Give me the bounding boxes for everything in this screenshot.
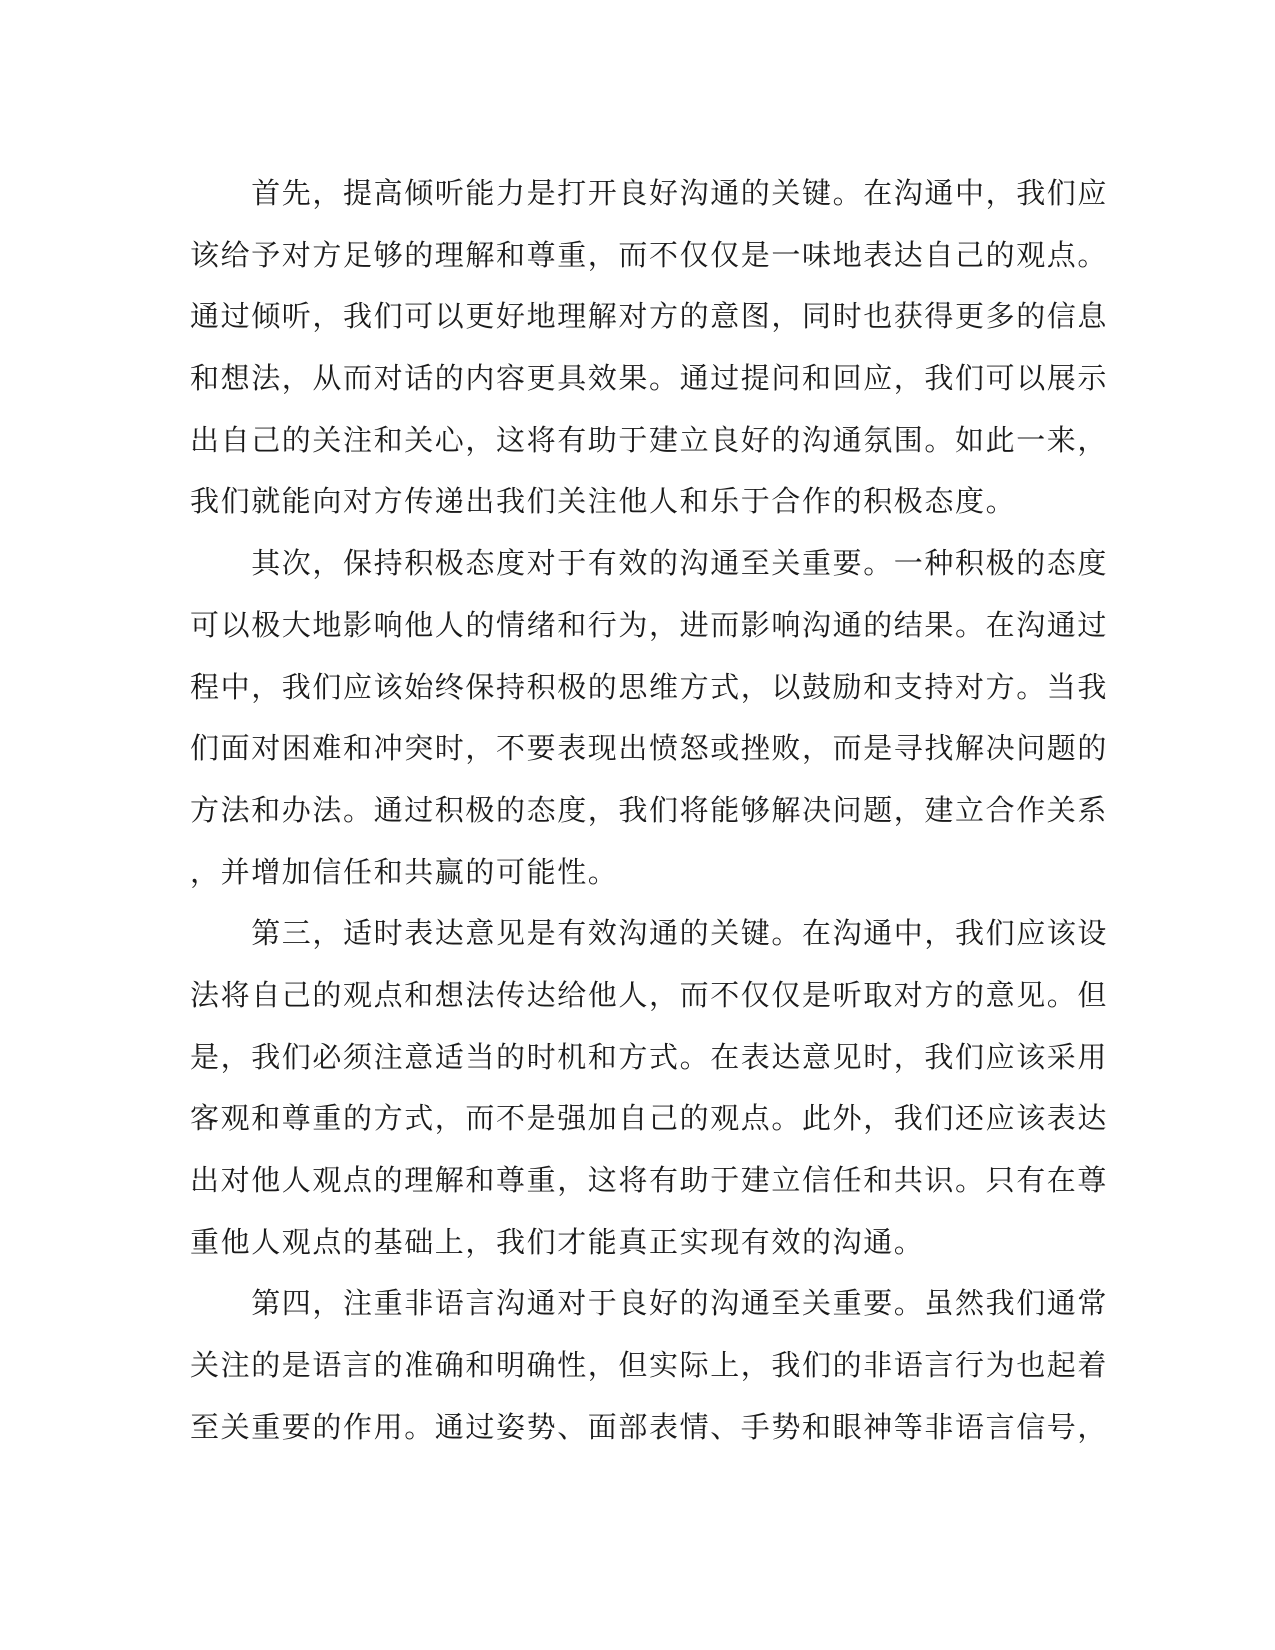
paragraph-4	[190, 1273, 1109, 1458]
text-line: 第四，注重非语言沟通对于良好的沟通至关重要。虽然我们通常	[190, 1286, 1109, 1321]
text-line: 重他人观点的基础上，我们才能真正实现有效的沟通。	[190, 1224, 925, 1259]
text-line: 客观和尊重的方式，而不是强加自己的观点。此外，我们还应该表达	[190, 1101, 1109, 1136]
document-body	[190, 163, 1109, 1458]
text-line: ，并增加信任和共赢的可能性。	[190, 854, 619, 889]
text-line: 和想法，从而对话的内容更具效果。通过提问和回应，我们可以展示	[190, 361, 1109, 396]
paragraph-2	[190, 533, 1109, 903]
text-line: 出自己的关注和关心，这将有助于建立良好的沟通氛围。如此一来，	[190, 422, 1109, 457]
text-line: 程中，我们应该始终保持积极的思维方式，以鼓励和支持对方。当我	[190, 669, 1109, 704]
text-line: 该给予对方足够的理解和尊重，而不仅仅是一味地表达自己的观点。	[190, 237, 1109, 272]
text-line: 方法和办法。通过积极的态度，我们将能够解决问题，建立合作关系	[190, 792, 1109, 827]
paragraph-3	[190, 903, 1109, 1273]
text-line: 法将自己的观点和想法传达给他人，而不仅仅是听取对方的意见。但	[190, 977, 1109, 1012]
text-line: 是，我们必须注意适当的时机和方式。在表达意见时，我们应该采用	[190, 1039, 1109, 1074]
paragraph-1	[190, 163, 1109, 533]
text-line: 首先，提高倾听能力是打开良好沟通的关键。在沟通中，我们应	[190, 176, 1109, 210]
text-line: 其次，保持积极态度对于有效的沟通至关重要。一种积极的态度	[190, 546, 1109, 581]
text-line: 出对他人观点的理解和尊重，这将有助于建立信任和共识。只有在尊	[190, 1163, 1109, 1197]
text-line: 我们就能向对方传递出我们关注他人和乐于合作的积极态度。	[190, 484, 1017, 519]
text-line: 至关重要的作用。通过姿势、面部表情、手势和眼神等非语言信号，	[190, 1409, 1109, 1444]
text-line: 们面对困难和冲突时，不要表现出愤怒或挫败，而是寻找解决问题的	[190, 731, 1109, 766]
text-line: 关注的是语言的准确和明确性，但实际上，我们的非语言行为也起着	[190, 1348, 1109, 1383]
text-line: 第三，适时表达意见是有效沟通的关键。在沟通中，我们应该设	[190, 916, 1109, 951]
text-line: 通过倾听，我们可以更好地理解对方的意图，同时也获得更多的信息	[190, 299, 1109, 334]
text-line: 可以极大地影响他人的情绪和行为，进而影响沟通的结果。在沟通过	[190, 607, 1109, 642]
